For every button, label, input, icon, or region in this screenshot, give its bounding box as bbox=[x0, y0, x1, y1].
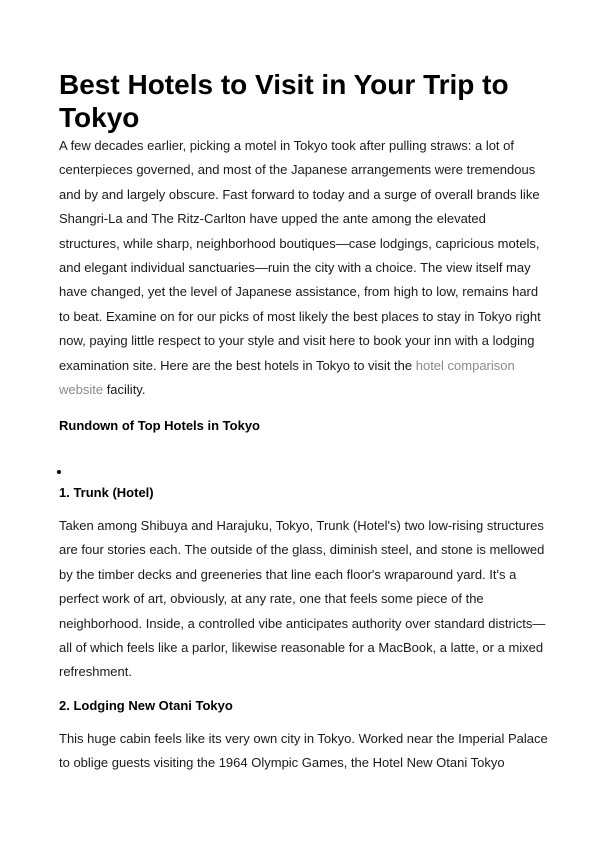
intro-text: A few decades earlier, picking a motel in Tokyo took after pulling straws: a lot of centerpieces governed, and most of the Japanese arrangements were tremendous and by and largely obscure. Fast forward to today and a surge of overall brands like Shangri-La and The Ritz-Carlton have upped the ante among the elevated structures, while sharp, neighborhood boutiques—case lodgings, capricious motels, and elegant individual sanctuaries—ruin the city with a choice. The view itself may have changed, yet the level of Japanese assistance, from high to low, remains hard to beat. Examine on for our picks of most likely the best places to stay in Tokyo right now, paying little respect to your style and visit here to book your inn with a lodging examination site. Here are the best hotels in Tokyo to visit the bbox=[59, 138, 541, 373]
hotel-description-new-otani: This huge cabin feels like its very own city in Tokyo. Worked near the Imperial Palace to oblige guests visiting the 1964 Olympic Games, the Hotel New Otani Tokyo bbox=[59, 731, 548, 771]
hotel-heading-trunk: 1. Trunk (Hotel) bbox=[59, 485, 154, 500]
hotel-heading-new-otani: 2. Lodging New Otani Tokyo bbox=[59, 698, 233, 713]
section-heading: Rundown of Top Hotels in Tokyo bbox=[59, 418, 260, 433]
bullet-icon bbox=[57, 470, 61, 474]
hotel-description-trunk: Taken among Shibuya and Harajuku, Tokyo, Trunk (Hotel's) two low-rising structures are four stories each. The outside of the glass, diminish steel, and stone is mellowed by the timber decks and greeneries that line each floor's wraparound yard. It's a perfect work of art, obviously, at any rate, one that feels some piece of the neighborhood. Inside, a controlled vibe anticipates authority over standard districts—all of which feels like a parlor, likewise reasonable for a MacBook, a latte, or a mixed refreshment. bbox=[59, 518, 546, 680]
page-title: Best Hotels to Visit in Your Trip to Tokyo bbox=[59, 69, 509, 133]
intro-tail-text: facility. bbox=[103, 382, 146, 398]
hotel-comparison-link[interactable]: hotel comparison website bbox=[59, 357, 515, 398]
intro-paragraph bbox=[59, 134, 549, 402]
